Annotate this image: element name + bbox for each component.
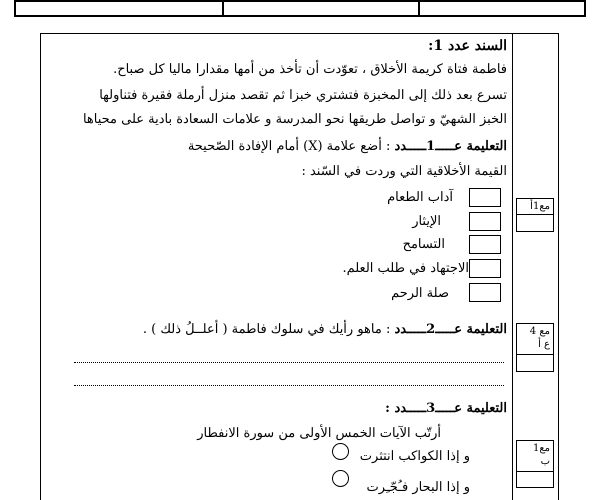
option-label: الإيثار	[412, 214, 441, 229]
criterion-mark: مع1أ	[530, 201, 550, 212]
instruction-3-label: التعليمة عـــــ3ـــــدد :	[385, 401, 507, 416]
header-divider	[222, 0, 224, 17]
score-box	[516, 440, 554, 488]
source-title: السند عدد 1:	[428, 38, 507, 54]
instruction-1-text: : أضع علامة (X) أمام الإفادة الصّحيحة	[187, 139, 391, 154]
paragraph-line-2: تسرع بعد ذلك إلى المخبزة فتشتري خبزا ثم تقصد منزل أرملة فقيرة فتناولها	[99, 88, 507, 103]
order-circle[interactable]	[332, 443, 349, 460]
instruction-2	[143, 322, 507, 337]
frame-column-divider	[512, 33, 513, 500]
criterion-mark: مع1	[532, 443, 550, 454]
option-label: التسامح	[402, 237, 445, 252]
order-circle[interactable]	[332, 470, 349, 487]
header-top-border	[14, 0, 586, 2]
criterion-mark: مع 4	[529, 326, 550, 337]
criterion-mark: ع أ	[538, 339, 550, 350]
option-checkbox[interactable]	[469, 235, 501, 254]
option-label: آداب الطعام	[387, 190, 453, 205]
option-checkbox[interactable]	[469, 259, 501, 278]
instruction-1	[188, 139, 507, 154]
score-box-divider	[517, 354, 553, 355]
header-divider	[584, 0, 586, 17]
criterion-mark: ب	[540, 456, 550, 467]
answer-line[interactable]	[74, 385, 504, 386]
header-divider	[14, 0, 16, 17]
score-box-divider	[517, 214, 553, 215]
option-checkbox[interactable]	[469, 283, 501, 302]
question-3: أرتّب الآيات الخمس الأولى من سورة الانفطار	[197, 426, 441, 441]
instruction-2-text: : ماهو رأيك في سلوك فاطمة ( أعلــلُ ذلك ) .	[142, 322, 391, 337]
score-box	[516, 323, 554, 372]
paragraph-line-1: فاطمة فتاة كريمة الأخلاق ، تعوّدت أن تأخذ من أمها مقدارا ماليا كل صباح.	[113, 62, 507, 77]
score-box	[516, 198, 554, 232]
frame-left	[40, 33, 41, 500]
option-checkbox[interactable]	[469, 188, 501, 207]
verse-line: و إذا البحار فـُجّـِرت	[366, 480, 470, 495]
header-divider	[418, 0, 420, 17]
header-bottom-border	[14, 15, 586, 17]
instruction-1-label: التعليمة عـــــ1ـــــدد	[394, 139, 507, 154]
option-label: الاجتهاد في طلب العلم.	[342, 261, 469, 276]
frame-right	[558, 33, 559, 500]
instruction-2-label: التعليمة عـــــ2ـــــدد	[394, 322, 507, 337]
score-box-divider	[517, 471, 553, 472]
paragraph-line-3: الخبز الشهيّ و تواصل طريقها نحو المدرسة و علامات السعادة بادية على محياها	[82, 112, 507, 127]
option-checkbox[interactable]	[469, 212, 501, 231]
answer-line[interactable]	[74, 362, 504, 363]
question-1: القيمة الأخلاقية التي وردت في السّند :	[301, 164, 507, 179]
frame-top	[40, 33, 559, 34]
option-label: صلة الرحم	[391, 286, 449, 301]
verse-line: و إذا الكواكب انتثرت	[359, 449, 470, 464]
